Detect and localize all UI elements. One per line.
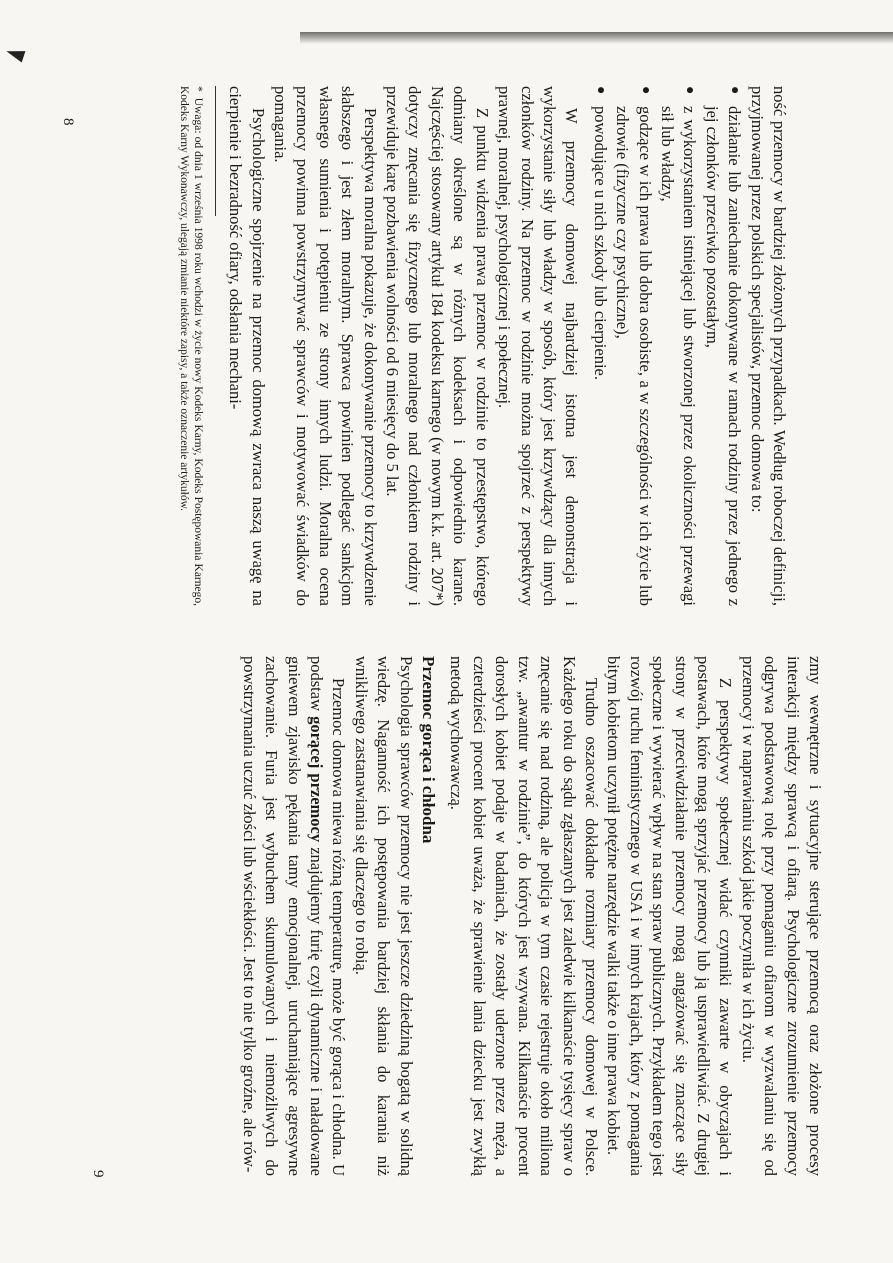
left-page xyxy=(160,86,790,606)
text-run: Przemoc domowa miewa różną temperaturę, może być gorąca i chłodna. U podstaw xyxy=(307,656,349,1176)
intro-paragraph: ność przemocy w bardziej złożonych przypadkach. Według roboczej definicji, przyjmowanej przez polskich specjalistów, przemoc domowa to: xyxy=(747,86,789,606)
paragraph: Z punktu widzenia prawa przemoc w rodzinie to przestępstwo, którego odmiany określone są w różnych kodeksach i odpowiednio karane. Najczęściej stosowany artykuł 184 kodeksu karnego (w nowym k.k. art. 207*) dotyczy znęcania się fizycznego lub moralnego nad członkiem rodziny i przewiduje karę pozbawienia wolności od 6 miesięcy do 5 lat. xyxy=(383,86,492,606)
list-item: ● godzące w ich prawa lub dobra osobiste, a w szczególności w ich życie lub zdrowie (fizyczne czy psychiczne), xyxy=(611,106,656,606)
paragraph: Perspektywa moralna pokazuje, że dokonywanie przemocy to krzywdzenie słabszego i jest złem moralnym. Sprawca powinien podlegać sankcjom własnego sumienia i potępieniu ze strony innych ludzi. Moralna ocena przemocy powinna powstrzymywać sprawców i motywować świadków do pomagania. xyxy=(271,86,380,606)
footnote-text: Uwaga: od dnia 1 września 1998 roku wchodzi w życie nowy Kodeks Karny, Kodeks Postępowania Karnego, Kodeks Karny Wykonawczy, ulegają zmianie niektóre zapisy, a także oznaczenie artykułów. xyxy=(177,86,204,606)
scan-mark-icon xyxy=(5,46,26,63)
text-run: znajdujemy furię czyli dynamiczne i naładowane gniewem zjawisko pękania tamy emocjonalnej, uruchamiające agresywne zachowanie. Furia jest wybuchem skumulowanych i niemożliwych do powstrzymania uczuć złości lub wściekłości. Jest to nie tylko groźne, ale rów- xyxy=(239,656,327,1176)
paragraph xyxy=(237,656,349,1176)
paragraph: Z perspektywy społecznej widać czynniki zawarte w obyczajach i postawach, które mogą sprzyjać przemocy lub ją usprawiedliwiać. Z drugiej strony w przeciwdziałanie przemocy mogą angażować się znaczące siły społeczne i wywierać wpływ na stan spraw publicznych. Przykładem tego jest rozwój ruchu feministycznego w USA i w innych krajach, który z pomagania bitym kobietom uczynił potężne narzędzie walki także o inne prawa kobiet. xyxy=(604,656,736,1176)
footnote-marker: * xyxy=(191,86,204,92)
bold-term: gorącej przemocy xyxy=(307,716,327,843)
page-number-left: 8 xyxy=(60,118,76,126)
definition-list xyxy=(588,86,745,606)
scan-shadow xyxy=(300,32,893,44)
list-item: ● działanie lub zaniechanie dokonywane w ramach rodziny przez jednego z jej członków przeciwko pozostałym, xyxy=(700,106,745,606)
list-item: ● z wykorzystaniem istniejącej lub stworzonej przez okoliczności przewagi sił lub władzy, xyxy=(656,106,701,606)
paragraph: Trudno oszacować dokładne rozmiary przemocy domowej w Polsce. Każdego roku do sądu zgłaszanych jest zaledwie kilkanaście tysięcy spraw o znęcanie się nad rodziną, ale policja w tym czasie rejestruje około miliona tzw. „awantur w rodzinie”, do których jest wzywana. Kilkanaście procent dorosłych kobiet podaje w badaniach, że zostały uderzone przez męża, a czterdzieści procent kobiet uważa, że sprawienie lania dziecku jest zwykłą metodą wychowawczą. xyxy=(447,656,601,1176)
section-heading: Przemoc gorąca i chłodna xyxy=(419,656,439,844)
right-page xyxy=(26,656,826,1176)
paragraph: Psychologiczne spojrzenie na przemoc domową zwraca naszą uwagę na cierpienie i bezradność ofiary, odsłania mechani- xyxy=(226,86,268,606)
list-item: ● powodujące u nich szkody lub cierpienie. xyxy=(588,106,610,606)
paragraph: W przemocy domowej najbardziej istotna jest demonstracja i wykorzystanie siły lub władzy w sposób, który jest krzywdzący dla innych członków rodziny. Na przemoc w rodzinie można spojrzeć z perspektywy prawnej, moralnej, psychologicznej i społecznej. xyxy=(495,86,582,606)
footnote-divider xyxy=(215,86,216,216)
footnote xyxy=(177,86,205,606)
paragraph: zmy wewnętrzne i sytuacyjne sterujące przemocą oraz złożone procesy interakcji między sprawcą i ofiarą. Psychologiczne zrozumienie przemocy odgrywa podstawową rolę przy pomaganiu ofiarom w wyzwalaniu się od przemocy i w naprawianiu szkód jakie poczyniła w ich życiu. xyxy=(738,656,825,1176)
paragraph: Psychologia sprawców przemocy nie jest jeszcze dziedziną bogatą w solidną wiedzę. Naganność ich postępowania bardziej skłania do karania niż wnikliwego zastanawiania się dlaczego to robią. xyxy=(351,656,416,1176)
page-number-right: 9 xyxy=(90,1170,106,1178)
